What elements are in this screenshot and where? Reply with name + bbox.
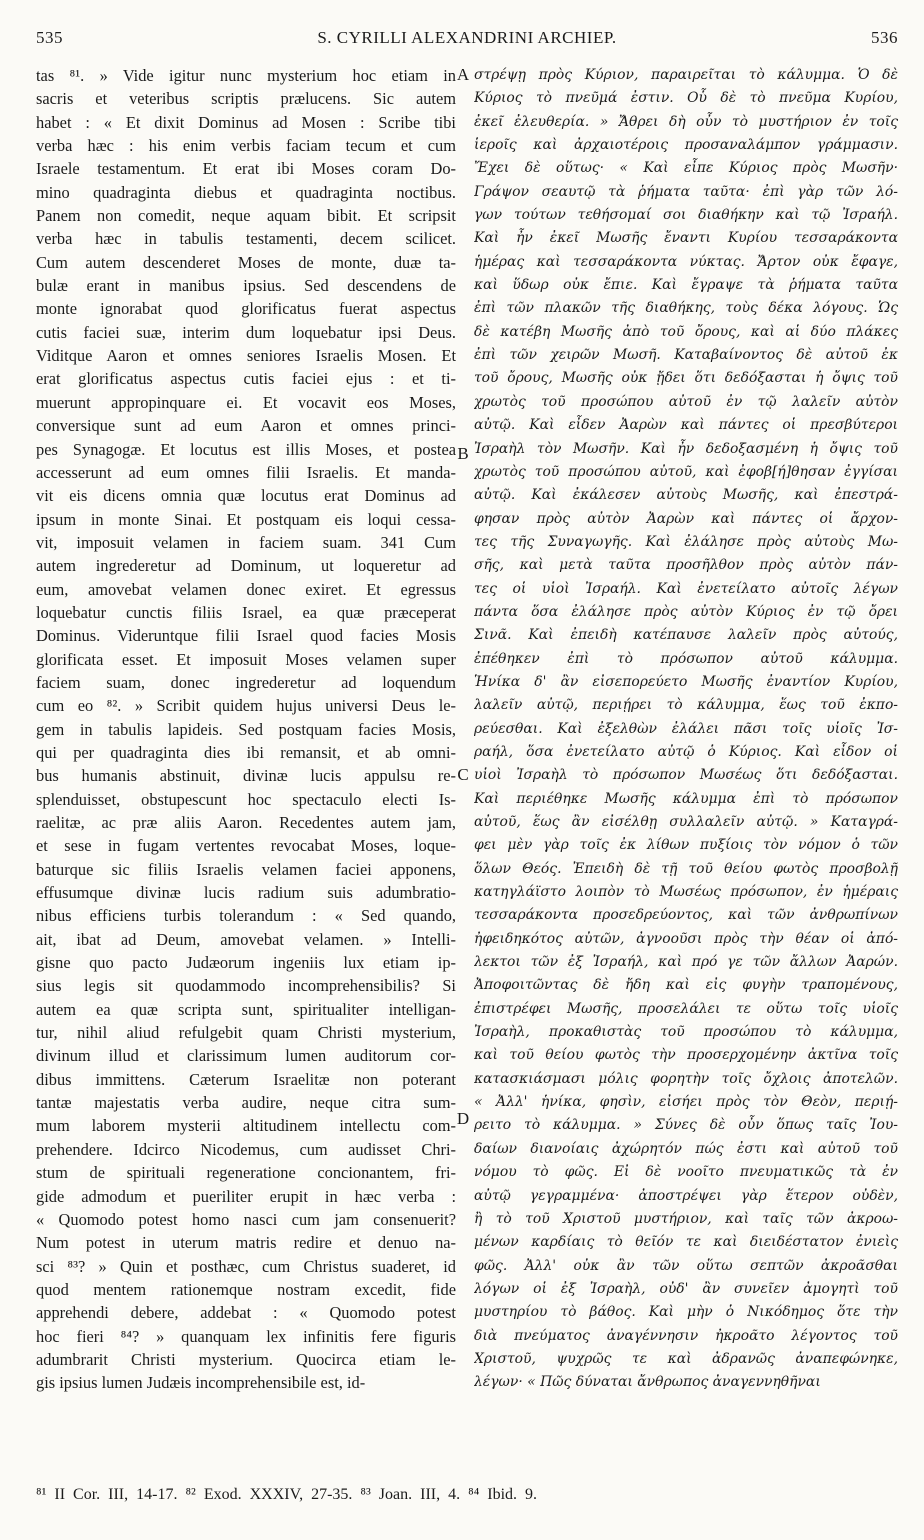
section-marker-b: B — [457, 444, 469, 463]
latin-text-line: apprehendi debere, addebat : « Quomodo potest — [36, 1303, 456, 1323]
greek-text-line: καὶ τοῦ θείου φωτὸς τὴν προσερχομένην ἀκτῖνα τοῖς — [474, 1047, 898, 1064]
greek-text-line: Καὶ ἦν ἐκεῖ Μωσῆς ἔναντι Κυρίου τεσσαράκοντα — [474, 230, 898, 247]
latin-text-line: autem ingrederetur ad Dominum, ut loqueretur ad — [36, 556, 456, 576]
latin-text-line: monte ignorabat quod glorificatus fuerat aspectus — [36, 299, 456, 319]
greek-text-line: αὐτῷ γεγραμμένα· ἀποστρέψει γὰρ ἕτερον οὐδὲν, — [474, 1187, 898, 1204]
greek-text-line: ἐκεῖ ἐλευθερία. » Ἄθρει δὴ οὖν τὸ μυστήριον ἐν τοῖς — [474, 113, 898, 130]
greek-text-line: λαλεῖν αὐτῷ, περιῄρει τὸ κάλυμμα, ἕως τοῦ ἐκπο- — [474, 697, 898, 714]
latin-text-line: muerunt appropinquare ei. Et vocavit eos Moses, — [36, 392, 456, 412]
greek-text-line: Ἰσραὴλ τὸν Μωσῆν. Καὶ ἦν δεδοξασμένη ἡ ὄψις τοῦ — [474, 440, 898, 457]
latin-text-line: effusumque divinæ lucis radium suis adumbratio- — [36, 883, 456, 903]
greek-text-line: τεσσαράκοντα προσεδρεύοντος, καὶ τῶν ἀνθρωπίνων — [474, 907, 898, 924]
section-marker-a: A — [456, 65, 470, 84]
latin-text-line: vit, imposuit velamen in faciem suam. 341 Cum — [36, 532, 456, 552]
greek-text-line: σῆς, καὶ μετὰ ταῦτα προσῆλθον πρὸς αὐτὸν πάν- — [474, 557, 898, 574]
latin-text-line: sacris et veteribus scriptis prælucens. Sic autem — [36, 89, 456, 109]
page-number-right: 536 — [871, 28, 898, 47]
greek-text-line: τες τῆς Συναγωγῆς. Καὶ ἐλάλησε πρὸς αὐτοὺς Μω- — [474, 533, 898, 550]
latin-text-line: stum de spirituali regeneratione concionantem, fri- — [36, 1163, 456, 1183]
latin-text-line: bulæ erant in manibus ipsius. Sed descendens de — [36, 276, 456, 296]
greek-text-line: πάντα ὅσα ἐλάλησε πρὸς αὐτὸν Κύριος ἐν τῷ ὄρει — [474, 603, 898, 620]
greek-text-line: αὐτοῦ, ἕως ἂν εἰσέλθῃ συλλαλεῖν αὐτῷ. » Καταγρά- — [474, 814, 898, 830]
greek-text-line: γων τούτων τεθήσομαί σοι διαθήκην καὶ τῷ Ἰσραήλ. — [474, 207, 898, 224]
greek-text-line: διὰ πνεύματος ἀναγέννησιν ἠκροᾶτο λέγοντος τοῦ — [474, 1327, 898, 1344]
latin-text-line: erat glorificatus aspectus cutis faciei ejus : et ti- — [36, 369, 456, 389]
latin-column — [36, 64, 456, 1444]
greek-text-line: κατηγλάϊστο λοιπὸν τὸ Μωσέως πρόσωπον, ἐν ἡμέραις — [474, 884, 898, 901]
greek-text-line: « Ἀλλ' ἡνίκα, φησὶν, εἰσήει πρὸς τὸν Θεὸν, περιῄ- — [474, 1094, 898, 1111]
greek-text-line: Καὶ περιέθηκε Μωσῆς κάλυμμα ἐπὶ τὸ πρόσωπον — [474, 790, 898, 807]
greek-text-line: Γράψον σεαυτῷ τὰ ῥήματα ταῦτα· ἐπὶ γὰρ τῶν λό- — [474, 183, 898, 200]
greek-text-line: ἐπέθηκεν ἐπὶ τὸ πρόσωπον αὐτοῦ κάλυμμα. — [474, 650, 898, 667]
page-header — [36, 28, 898, 58]
latin-text-line: loquebatur cunctis filiis Israel, ea quæ præceperat — [36, 602, 456, 622]
greek-text-line: Ἡνίκα δ' ἂν εἰσεπορεύετο Μωσῆς ἐναντίον Κυρίου, — [474, 673, 898, 690]
greek-text-line: νόμου τὸ φῶς. Εἰ δὲ νοοῖτο πνευματικῶς τὰ ἐν — [474, 1164, 898, 1181]
latin-text-line: Num potest in uterum matris redire et denuo na- — [36, 1233, 456, 1253]
greek-text-line: δὲ κατέβη Μωσῆς ἀπὸ τοῦ ὄρους, καὶ αἱ δύο πλάκες — [474, 323, 898, 340]
latin-text-line: Panem non comedit, neque aquam bibit. Et scripsit — [36, 206, 456, 226]
greek-text-line: μυστηρίου τὸ βάθος. Καὶ μὴν ὁ Νικόδημος ὅτε τὴν — [474, 1304, 898, 1321]
greek-text-line: λέγων· « Πῶς δύναται ἄνθρωπος ἀναγεννηθῆναι — [474, 1374, 821, 1391]
latin-text-line: gide admodum et pueriliter erupit in hæc verba : — [36, 1186, 456, 1206]
footnotes: ⁸¹ II Cor. III, 14-17. ⁸² Exod. XXXIV, 27-35. ⁸³ Joan. III, 4. ⁸⁴ Ibid. 9. — [36, 1486, 538, 1503]
greek-text-line: καὶ ὕδωρ οὐκ ἔπιε. Καὶ ἔγραψε τὰ ῥήματα ταῦτα — [474, 277, 898, 294]
latin-text-line: splenduisset, obstupescunt hoc spectaculo electi Is- — [36, 789, 456, 809]
latin-text-line: ait, ibat ad Deum, amovebat velamen. » Intelli- — [36, 929, 456, 949]
greek-text-line: δαίων διανοίαις ἀχώρητόν πώς ἐστι καὶ αὐτοῦ τοῦ — [474, 1140, 898, 1157]
greek-text-line: φει μὲν γὰρ τοῖς ἐκ λίθων πυξίοις τὸν νόμον ὁ τῶν — [474, 837, 898, 854]
latin-text-line: baturque sic filiis Israelis velamen faciei apponens, — [36, 859, 456, 879]
latin-text-line: tas ⁸¹. » Vide igitur nunc mysterium hoc etiam in — [36, 66, 456, 85]
greek-text-line: ἢ τὸ τοῦ Χριστοῦ μυστήριον, καὶ ταῖς τῶν ἀκροω- — [474, 1210, 898, 1227]
latin-text-line: bus humanis abstinuit, divinæ lucis appulsu re- — [36, 766, 456, 786]
greek-text-line: λεκτοι τῶν ἐξ Ἰσραήλ, καὶ πρό γε τῶν ἄλλων Ἀαρών. — [474, 954, 898, 971]
greek-text-line: ἐπιστρέφει Μωσῆς, προσελάλει τε οὕτω τοῖς υἱοῖς — [474, 1000, 898, 1017]
greek-text-line: ἱεροῖς καὶ ἀρχαιοτέροις προσαναλάμπον γράμμασιν. — [474, 137, 898, 154]
page-number-left: 535 — [36, 28, 63, 47]
latin-text-line: Israele testamentum. Et erat ibi Moses coram Do- — [36, 159, 456, 179]
latin-text-line: eum, amovebat velamen donec exiret. Et egressus — [36, 579, 456, 599]
latin-text-line: vit eis dicens omnia quæ locutus erat Dominus ad — [36, 486, 456, 506]
greek-text-line: χρωτὸς τοῦ προσώπου αὐτοῦ, καὶ ἐφοβ[ή]θησαν ἐγγίσαι — [474, 463, 898, 480]
greek-text-line: λόγων οἱ ἐξ Ἰσραὴλ, οὐδ' ἂν συνεῖεν ἀμογητὶ τοῦ — [474, 1280, 898, 1297]
latin-text-line: divinum illud et clarissimum lumen auditorum cor- — [36, 1046, 456, 1066]
latin-text-line: qui per quadraginta dies ibi remansit, et ab omni- — [36, 742, 456, 762]
latin-text-line: raelitæ, ac præ aliis Aaron. Recedentes autem jam, — [36, 813, 456, 832]
latin-text-line: verba hæc in tabulis testamenti, decem scilicet. — [36, 229, 456, 249]
section-marker-d: D — [456, 1109, 470, 1128]
section-marker-c: C — [457, 765, 469, 784]
latin-text-line: et sese in fugam vertentes revocabat Moses, loque- — [36, 836, 456, 856]
latin-text-line: sius legis sit quodammodo incomprehensibilis? Si — [36, 976, 456, 996]
latin-text-line: hoc fieri ⁸⁴? » quanquam lex infinitis fere figuris — [36, 1326, 456, 1346]
greek-text-line: Ἰσραὴλ, προκαθιστὰς τοῦ προσώπου τὸ κάλυμμα, — [474, 1024, 898, 1041]
greek-text-line: Χριστοῦ, ψυχρῶς τε καὶ ἀδρανῶς ἀναπεφώνηκε, — [474, 1350, 898, 1367]
greek-text-line: ὅλων Θεός. Ἐπειδὴ δὲ τῇ τοῦ θείου φωτὸς προσβολῇ — [474, 860, 898, 877]
latin-text-line: conversique sunt ad eum Aaron et omnes princi- — [36, 416, 456, 436]
running-title: S. CYRILLI ALEXANDRINI ARCHIEP. — [317, 28, 617, 47]
greek-text-line: Ἔχει δὲ οὕτως· « Καὶ εἶπε Κύριος πρὸς Μωσῆν· — [474, 160, 898, 177]
latin-text-line: tantæ majestatis verba audire, neque citra sum- — [36, 1093, 456, 1113]
greek-text-line: φησαν πρὸς αὐτὸν Ἀαρὼν καὶ πάντες οἱ ἄρχον- — [474, 510, 898, 527]
latin-text-line: gis ipsius lumen Judæis incomprehensibile est, id- — [36, 1373, 366, 1393]
latin-text-line: cum eo ⁸². » Scribit quidem hujus universi Deus le- — [36, 696, 456, 716]
latin-text-line: gem in tabulis lapideis. Sed postquam facies Mosis, — [36, 719, 456, 739]
latin-text-line: verba hæc : his enim verbis faciam tecum et cum — [36, 136, 456, 156]
greek-text-line: ρειτο τὸ κάλυμμα. » Σύνες δὲ οὖν ὅπως ταῖς Ἰου- — [474, 1117, 898, 1134]
latin-text-line: autem ea quæ scripta sunt, spiritualiter intelligan- — [36, 999, 456, 1019]
greek-text-line: ρεύεσθαι. Καὶ ἐξελθὼν ἐλάλει πᾶσι τοῖς υἱοῖς Ἰσ- — [474, 720, 898, 737]
latin-text-line: sci ⁸³? » Quin et posthæc, cum Christus suaderet, id — [36, 1256, 456, 1276]
latin-text-line: dibus immittens. Cæterum Israelitæ non poterant — [36, 1069, 456, 1089]
latin-text-line: tur, nihil aliud refulgebit quam Christi mysterium, — [36, 1023, 456, 1043]
latin-text-line: mum laborem mysterii altitudinem intellectu com- — [36, 1116, 456, 1136]
greek-text-line: Κύριος τὸ πνεῦμά ἐστιν. Οὗ δὲ τὸ πνεῦμα Κυρίου, — [474, 90, 898, 107]
latin-text-line: Cum autem descenderet Moses de monte, duæ ta- — [36, 252, 456, 272]
latin-text-line: cutis faciei suæ, interim dum loquebatur ipsi Deus. — [36, 322, 456, 342]
latin-text-line: habet : « Et dixit Dominus ad Mosen : Scribe tibi — [36, 112, 456, 132]
greek-text-line: αὐτῷ. Καὶ εἶδεν Ἀαρὼν καὶ πάντες οἱ πρεσβύτεροι — [474, 417, 898, 434]
latin-text-line: nibus efficiens turbis tolerandum : « Sed quando, — [36, 906, 456, 926]
greek-text-line: χρωτὸς τοῦ προσώπου αὐτοῦ ἐν τῷ λαλεῖν αὐτὸν — [474, 393, 898, 410]
latin-text-line: accesserunt ad eum omnes filii Israelis. Et manda- — [36, 462, 456, 482]
latin-text-line: Viditque Aaron et omnes seniores Israelis Mosen. Et — [36, 346, 456, 366]
latin-text-line: prehendere. Idcirco Nicodemus, cum audisset Chri- — [36, 1139, 456, 1159]
greek-text-line: Ἀποφοιτῶντας δὲ ἤδη καὶ εἰς φυγὴν τραπομένους, — [474, 977, 898, 994]
greek-text-line: ἡμέρας καὶ τεσσαράκοντα νύκτας. Ἄρτον οὐκ ἔφαγε, — [474, 253, 898, 270]
latin-text-line: Dominus. Videruntque filii Israel quod facies Mosis — [36, 626, 456, 646]
latin-text-line: pes Synagogæ. Et locutus est illis Moses, et postea — [36, 439, 456, 459]
greek-text-line: κατασκιάσμασι μόλις φορητὴν τοῖς ὄχλοις ἀποτελῶν. — [474, 1070, 898, 1087]
latin-text-line: glorificata esset. Et imposuit Moses velamen super — [36, 649, 456, 669]
greek-text-line: τοῦ ὄρους, Μωσῆς οὐκ ᾔδει ὅτι δεδόξασται ἡ ὄψις τοῦ — [474, 370, 898, 387]
greek-text-line: ἠφειδηκότος αὐτῶν, ἀγνοοῦσι πρὸς τὴν θέαν οἱ ἀπό- — [474, 930, 898, 947]
greek-text-line: στρέψῃ πρὸς Κύριον, παραιρεῖται τὸ κάλυμμα. Ὁ δὲ — [474, 67, 898, 83]
greek-text-line: ραήλ, ὅσα ἐνετείλατο αὐτῷ ὁ Κύριος. Καὶ εἶδον οἱ — [474, 743, 898, 760]
greek-text-line: μένων καρδίαις τὸ θεῖόν τε καὶ διειδέστατον ἐνιεὶς — [474, 1234, 898, 1251]
latin-text-line: gisne quo pacto Judæorum ingeniis lux etiam ip- — [36, 953, 456, 973]
greek-text-line: ἐπὶ τῶν πλακῶν τῆς διαθήκης, τοὺς δέκα λόγους. Ὡς — [474, 300, 898, 317]
greek-column — [474, 64, 898, 1444]
latin-text-line: faciem suam, donec ingrederetur ad loquendum — [36, 672, 456, 692]
latin-text-line: mino quadraginta diebus et quadraginta noctibus. — [36, 182, 456, 202]
latin-text-line: ipsum in monte Sinai. Et postquam eis loqui cessa- — [36, 509, 456, 529]
latin-text-line: « Quomodo potest homo nasci cum jam consenuerit? — [36, 1209, 456, 1229]
greek-text-line: τες οἱ υἱοὶ Ἰσραήλ. Καὶ ἐνετείλατο αὐτοῖς λέγων — [474, 580, 898, 597]
greek-text-line: υἱοὶ Ἰσραὴλ τὸ πρόσωπον Μωσέως ὅτι δεδόξασται. — [474, 767, 898, 784]
greek-text-line: Σινᾶ. Καὶ ἐπειδὴ κατέπαυσε λαλεῖν πρὸς αὐτούς, — [474, 627, 898, 644]
latin-text-line: quod mentem rationemque nostram excedit, fide — [36, 1279, 456, 1299]
greek-text-line: ἐπὶ τῶν χειρῶν Μωσῆ. Καταβαίνοντος δὲ αὐτοῦ ἐκ — [474, 347, 898, 364]
latin-text-line: adumbrarit Christi mysterium. Quocirca etiam le- — [36, 1349, 456, 1369]
greek-text-line: φῶς. Ἀλλ' οὐκ ἂν τῶν οὕτω σεπτῶν ἀκροᾶσθαι — [474, 1257, 898, 1274]
greek-text-line: αὐτῷ. Καὶ ἐκάλεσεν αὐτοὺς Μωσῆς, καὶ ἐπεστρά- — [474, 487, 898, 504]
